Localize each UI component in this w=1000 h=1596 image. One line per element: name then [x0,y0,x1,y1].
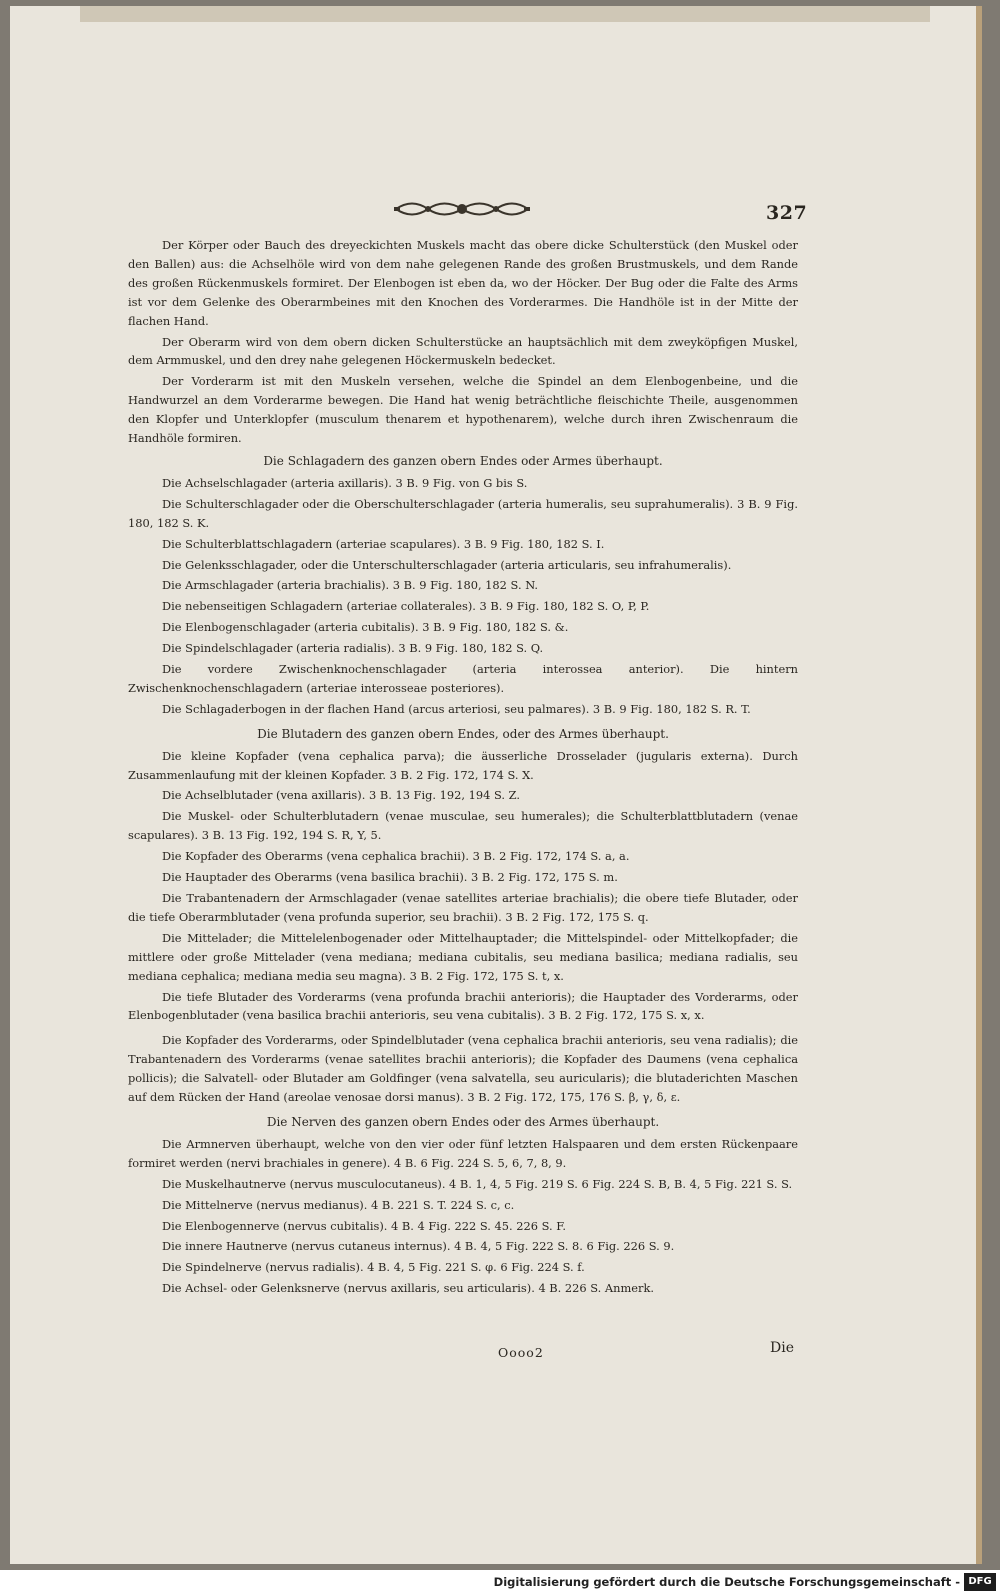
list-item: Die Achselschlagader (arteria axillaris). 3 B. 9 Fig. von G bis S. [162,475,528,490]
dfg-logo-icon: DFG [964,1573,996,1591]
list-item: Die Mittelnerve (nervus medianus). 4 B. 221 S. T. 224 S. c, c. [162,1197,515,1212]
paragraph: Der Körper oder Bauch des dreyeckichten Muskels macht das obere dicke Schulterstück (den Muskel oder den Ballen) aus: die Achselhöle wird von dem nahe gelegenen Rande des großen Brustmuskels, und dem Rande des großen Rückenmuskels formiret. Der Elenbogen ist eben da, wo der Höcker. Der Bug oder die Falte des Arms ist vor dem Gelenke des Oberarmbeines mit den Knochen des Vorderarmes. Die Handhöle ist in der Mitte der flachen Hand. [128,238,798,328]
list-item: Die tiefe Blutader des Vorderarms (vena profunda brachii anterioris); die Hauptader des Vorderarms, oder Elenbogenblutader (vena basilica brachii anterioris, seu vena cubitalis). 3 B. 2 Fig. 172, 175 S. x, x. [128,989,798,1023]
list-item: Die Schulterblattschlagadern (arteriae scapulares). 3 B. 9 Fig. 180, 182 S. I. [162,536,605,551]
list-item: Die Armschlagader (arteria brachialis). 3 B. 9 Fig. 180, 182 S. N. [162,578,539,593]
list-item: Die Elenbogenschlagader (arteria cubitalis). 3 B. 9 Fig. 180, 182 S. &. [162,620,569,635]
list-item: Die Mittelader; die Mittelelenbogenader oder Mittelhauptader; die Mittelspindel- oder Mittelkopfader; die mittlere oder große Mittelader (vena mediana; mediana cubitalis, seu mediana basilica; mediana radialis, seu mediana cephalica; mediana media seu magna). 3 B. 2 Fig. 172, 175 S. t, x. [128,930,798,983]
list-item: Die Kopfader des Oberarms (vena cephalica brachii). 3 B. 2 Fig. 172, 174 S. a, a. [162,849,630,864]
page-number: 327 [766,202,808,224]
list-item: Die Spindelnerve (nervus radialis). 4 B. 4, 5 Fig. 221 S. φ. 6 Fig. 224 S. f. [162,1260,585,1275]
list-item: Die Armnerven überhaupt, welche von den vier oder fünf letzten Halspaaren und dem ersten Rückenpaare formiret werden (nervi brachiales in genere). 4 B. 6 Fig. 224 S. 5, 6, 7, 8, 9. [128,1136,798,1170]
paragraph: Der Vorderarm ist mit den Muskeln versehen, welche die Spindel an dem Elenbogenbeine, und die Handwurzel an dem Vorderarme bewegen. Die Hand hat wenig beträchtliche fleischichte Theile, ausgenommen den Klopfer und Unterklopfer (musculum thenarem et hypothenarem), welche durch ihren Zwischenraum die Handhöle formiren. [128,374,798,446]
list-item: Die Trabantenadern der Armschlagader (venae satellites arteriae brachialis); die obere tiefe Blutader, oder die tiefe Oberarmblutader (vena profunda superior, seu brachii). 3 B. 2 Fig. 172, 175 S. q. [128,891,798,924]
list-item: Die Muskelhautnerve (nervus musculocutaneus). 4 B. 1, 4, 5 Fig. 219 S. 6 Fig. 224 S. B, B. 4, 5 Fig. 221 S. S. [162,1176,793,1191]
section-heading-nerves: Die Nerven des ganzen obern Endes oder des Armes überhaupt. [266,1114,660,1129]
list-item: Die Elenbogennerve (nervus cubitalis). 4 B. 4 Fig. 222 S. 45. 226 S. F. [162,1218,566,1233]
signature-mark: Oooo2 [498,1345,544,1360]
list-item: Die vordere Zwischenknochenschlagader (arteria interossea anterior). Die hintern Zwischenknochenschlagadern (arteriae interosseae posteriores). [128,662,798,695]
list-item: Die nebenseitigen Schlagadern (arteriae collaterales). 3 B. 9 Fig. 180, 182 S. O, P, P. [162,599,650,614]
list-item: Die Achsel- oder Gelenksnerve (nervus axillaris, seu articularis). 4 B. 226 S. Anmerk. [162,1281,654,1296]
list-item: Die Gelenksschlagader, oder die Unterschulterschlagader (arteria articularis, seu infrahumeralis). [162,557,732,572]
list-item: Die kleine Kopfader (vena cephalica parva); die äusserliche Drosselader (jugularis externa). Durch Zusammenlaufung mit der kleinen Kopfader. 3 B. 2 Fig. 172, 174 S. X. [128,748,798,782]
body-text [128,236,798,1300]
list-item: Die Schulterschlagader oder die Oberschulterschlagader (arteria humeralis, seu suprahumeralis). 3 B. 9 Fig. 180, 182 S. K. [128,496,798,530]
list-item: Die Hauptader des Oberarms (vena basilica brachii). 3 B. 2 Fig. 172, 175 S. m. [162,870,618,885]
list-item: Die Spindelschlagader (arteria radialis). 3 B. 9 Fig. 180, 182 S. Q. [162,641,544,656]
section-heading-arteries: Die Schlagadern des ganzen obern Endes oder Armes überhaupt. [263,453,663,468]
list-item: Die Schlagaderbogen in der flachen Hand (arcus arteriosi, seu palmares). 3 B. 9 Fig. 180, 182 S. R. T. [162,701,751,716]
ornament-icon [392,196,532,222]
list-item: Die Kopfader des Vorderarms, oder Spindelblutader (vena cephalica brachii anterioris, seu vena radialis); die Trabantenadern des Vorderarms (venae satellites brachii anterioris); die Kopfader des Daumens (vena cephalica pollicis); die Salvatell- oder Blutader am Goldfinger (vena salvatella, seu auricularis); die blutaderichten Maschen auf dem Rücken der Hand (areolae venosae dorsi manus). 3 B. 2 Fig. 172, 175, 176 S. β, γ, δ, ε. [128,1033,798,1105]
catchword: Die [770,1340,794,1356]
paragraph: Der Oberarm wird von dem obern dicken Schulterstücke an hauptsächlich mit dem zweyköpfigen Muskel, dem Armmuskel, und den drey nahe gelegenen Höckermuskeln bedecket. [128,334,798,368]
list-item: Die Muskel- oder Schulterblutadern (venae musculae, seu humerales); die Schulterblattblutadern (venae scapulares). 3 B. 13 Fig. 192, 194 S. R, Y, 5. [128,809,798,843]
top-edge-strip [80,6,930,22]
section-heading-veins: Die Blutadern des ganzen obern Endes, oder des Armes überhaupt. [257,726,669,741]
list-item: Die Achselblutader (vena axillaris). 3 B. 13 Fig. 192, 194 S. Z. [162,788,520,803]
footer-credit: Digitalisierung gefördert durch die Deutsche Forschungsgemeinschaft - [493,1575,960,1589]
list-item: Die innere Hautnerve (nervus cutaneus internus). 4 B. 4, 5 Fig. 222 S. 8. 6 Fig. 226 S. 9. [162,1239,675,1254]
footer [0,1570,1000,1596]
